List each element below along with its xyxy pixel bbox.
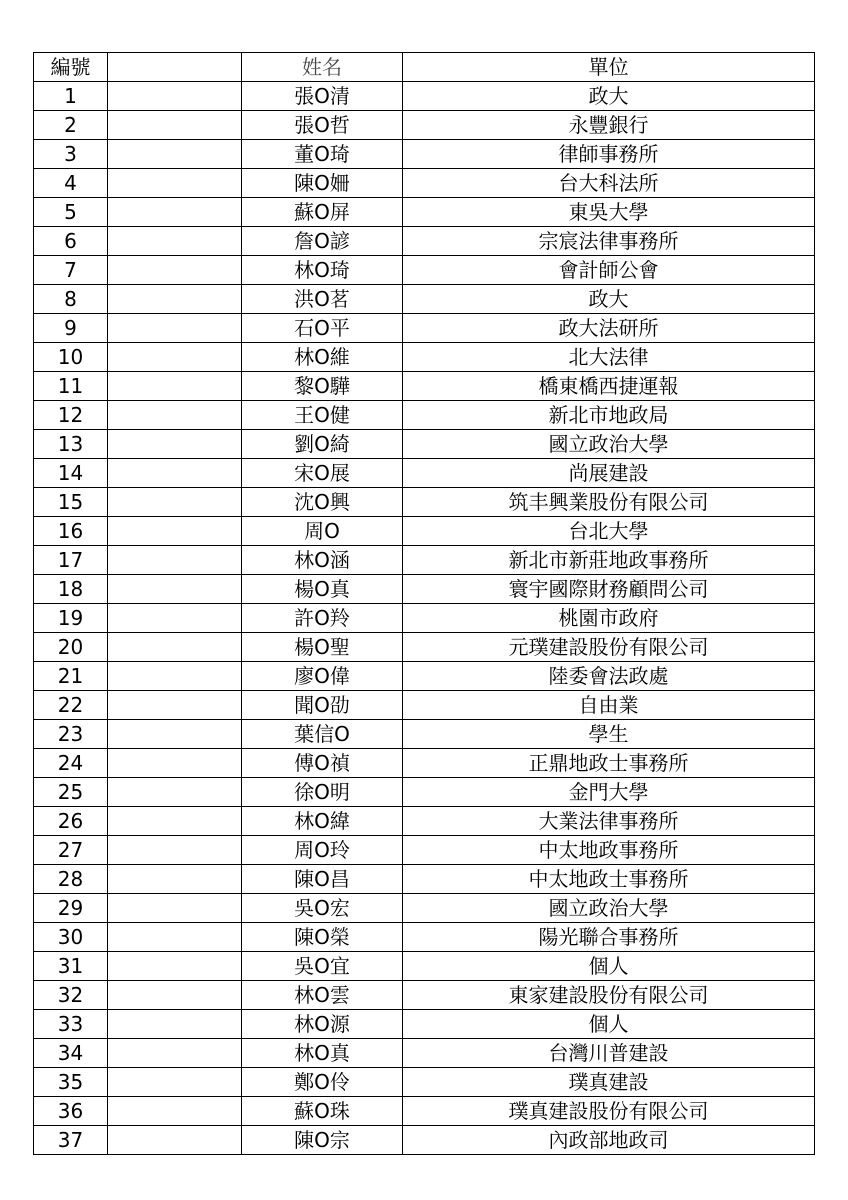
header-row [34,53,815,82]
table-row [34,372,815,401]
row-name: 張O清 [242,82,403,111]
row-blank [108,865,242,894]
row-blank [108,1068,242,1097]
row-number: 26 [34,807,108,836]
row-unit: 陸委會法政處 [403,662,815,691]
row-blank [108,575,242,604]
row-blank [108,749,242,778]
row-name: 楊O聖 [242,633,403,662]
row-name: 黎O驊 [242,372,403,401]
row-unit: 永豐銀行 [403,111,815,140]
row-blank [108,633,242,662]
row-unit: 璞真建設股份有限公司 [403,1097,815,1126]
table-row [34,662,815,691]
table-row [34,1097,815,1126]
row-number: 11 [34,372,108,401]
row-number: 12 [34,401,108,430]
row-unit: 國立政治大學 [403,894,815,923]
table-row [34,343,815,372]
table-row [34,314,815,343]
table-row [34,1010,815,1039]
table-row [34,952,815,981]
row-unit: 新北市地政局 [403,401,815,430]
row-blank [108,778,242,807]
table-body [34,82,815,1155]
row-number: 21 [34,662,108,691]
row-number: 32 [34,981,108,1010]
row-name: 沈O興 [242,488,403,517]
row-unit: 寰宇國際財務顧問公司 [403,575,815,604]
table-row [34,488,815,517]
table-row [34,430,815,459]
row-number: 10 [34,343,108,372]
row-number: 29 [34,894,108,923]
row-unit: 元璞建設股份有限公司 [403,633,815,662]
row-name: 葉信O [242,720,403,749]
row-number: 14 [34,459,108,488]
row-number: 22 [34,691,108,720]
row-name: 洪O茗 [242,285,403,314]
row-number: 1 [34,82,108,111]
row-number: 25 [34,778,108,807]
table-row [34,546,815,575]
row-blank [108,140,242,169]
row-name: 廖O偉 [242,662,403,691]
row-blank [108,488,242,517]
row-number: 33 [34,1010,108,1039]
row-blank [108,807,242,836]
row-name: 宋O展 [242,459,403,488]
table-row [34,285,815,314]
row-blank [108,836,242,865]
row-name: 聞O劭 [242,691,403,720]
row-number: 24 [34,749,108,778]
row-name: 詹O諺 [242,227,403,256]
table-row [34,778,815,807]
row-name: 董O琦 [242,140,403,169]
table-row [34,198,815,227]
row-blank [108,227,242,256]
row-number: 36 [34,1097,108,1126]
table-row [34,865,815,894]
row-blank [108,401,242,430]
row-unit: 律師事務所 [403,140,815,169]
table-row [34,459,815,488]
row-name: 石O平 [242,314,403,343]
row-name: 林O涵 [242,546,403,575]
row-unit: 橋東橋西捷運報 [403,372,815,401]
row-number: 15 [34,488,108,517]
table-row [34,836,815,865]
row-number: 9 [34,314,108,343]
row-unit: 桃園市政府 [403,604,815,633]
row-number: 27 [34,836,108,865]
table-row [34,227,815,256]
row-number: 6 [34,227,108,256]
row-blank [108,894,242,923]
row-number: 37 [34,1126,108,1155]
table-row [34,1068,815,1097]
table-row [34,401,815,430]
row-blank [108,343,242,372]
row-unit: 學生 [403,720,815,749]
row-blank [108,1010,242,1039]
row-name: 陳O榮 [242,923,403,952]
row-name: 張O哲 [242,111,403,140]
row-blank [108,923,242,952]
row-unit: 正鼎地政士事務所 [403,749,815,778]
row-unit: 筑丰興業股份有限公司 [403,488,815,517]
table-row [34,575,815,604]
row-number: 3 [34,140,108,169]
row-blank [108,517,242,546]
header-number: 編號 [34,53,108,82]
row-number: 30 [34,923,108,952]
row-unit: 東家建設股份有限公司 [403,981,815,1010]
row-number: 2 [34,111,108,140]
row-blank [108,169,242,198]
row-blank [108,372,242,401]
table-row [34,894,815,923]
row-unit: 尚展建設 [403,459,815,488]
table-row [34,169,815,198]
row-blank [108,111,242,140]
row-unit: 會計師公會 [403,256,815,285]
row-name: 周O [242,517,403,546]
row-name: 林O源 [242,1010,403,1039]
attendee-table [33,52,815,1155]
row-number: 13 [34,430,108,459]
row-number: 8 [34,285,108,314]
row-number: 23 [34,720,108,749]
row-unit: 北大法律 [403,343,815,372]
row-number: 20 [34,633,108,662]
row-unit: 內政部地政司 [403,1126,815,1155]
table-row [34,923,815,952]
row-unit: 台灣川普建設 [403,1039,815,1068]
row-number: 35 [34,1068,108,1097]
row-name: 周O玲 [242,836,403,865]
row-unit: 宗宸法律事務所 [403,227,815,256]
table-row [34,720,815,749]
row-name: 徐O明 [242,778,403,807]
table-row [34,633,815,662]
table-row [34,691,815,720]
row-blank [108,285,242,314]
row-unit: 新北市新莊地政事務所 [403,546,815,575]
row-name: 鄭O伶 [242,1068,403,1097]
row-name: 劉O綺 [242,430,403,459]
row-unit: 中太地政事務所 [403,836,815,865]
row-name: 許O羚 [242,604,403,633]
row-name: 林O琦 [242,256,403,285]
row-unit: 政大 [403,82,815,111]
table-row [34,256,815,285]
table-row [34,517,815,546]
row-blank [108,198,242,227]
row-unit: 政大法研所 [403,314,815,343]
row-unit: 中太地政士事務所 [403,865,815,894]
row-name: 林O緯 [242,807,403,836]
row-name: 陳O昌 [242,865,403,894]
table-row [34,604,815,633]
row-blank [108,1126,242,1155]
row-blank [108,720,242,749]
header-unit: 單位 [403,53,815,82]
row-blank [108,1097,242,1126]
row-number: 17 [34,546,108,575]
row-blank [108,430,242,459]
row-blank [108,662,242,691]
row-blank [108,459,242,488]
row-blank [108,604,242,633]
header-blank [108,53,242,82]
row-name: 陳O姍 [242,169,403,198]
row-unit: 陽光聯合事務所 [403,923,815,952]
row-number: 5 [34,198,108,227]
table-row [34,749,815,778]
row-number: 7 [34,256,108,285]
row-blank [108,1039,242,1068]
row-number: 4 [34,169,108,198]
row-unit: 東吳大學 [403,198,815,227]
row-name: 傅O禎 [242,749,403,778]
header-name: 姓名 [242,53,403,82]
row-number: 19 [34,604,108,633]
row-name: 林O真 [242,1039,403,1068]
row-number: 28 [34,865,108,894]
row-name: 蘇O珠 [242,1097,403,1126]
row-blank [108,82,242,111]
row-blank [108,952,242,981]
row-unit: 台大科法所 [403,169,815,198]
row-blank [108,314,242,343]
row-unit: 個人 [403,952,815,981]
row-blank [108,691,242,720]
row-name: 楊O真 [242,575,403,604]
row-blank [108,546,242,575]
row-number: 34 [34,1039,108,1068]
row-name: 林O維 [242,343,403,372]
row-unit: 璞真建設 [403,1068,815,1097]
table-row [34,111,815,140]
row-name: 王O健 [242,401,403,430]
row-unit: 國立政治大學 [403,430,815,459]
row-name: 林O雲 [242,981,403,1010]
table-row [34,807,815,836]
row-name: 陳O宗 [242,1126,403,1155]
row-number: 31 [34,952,108,981]
row-unit: 自由業 [403,691,815,720]
row-unit: 大業法律事務所 [403,807,815,836]
table-row [34,981,815,1010]
row-name: 吳O宜 [242,952,403,981]
table-row [34,1039,815,1068]
table-row [34,1126,815,1155]
row-unit: 政大 [403,285,815,314]
row-name: 蘇O屏 [242,198,403,227]
row-unit: 台北大學 [403,517,815,546]
row-unit: 個人 [403,1010,815,1039]
row-number: 18 [34,575,108,604]
row-unit: 金門大學 [403,778,815,807]
row-blank [108,256,242,285]
row-blank [108,981,242,1010]
row-number: 16 [34,517,108,546]
row-name: 吳O宏 [242,894,403,923]
table-row [34,140,815,169]
table-row [34,82,815,111]
